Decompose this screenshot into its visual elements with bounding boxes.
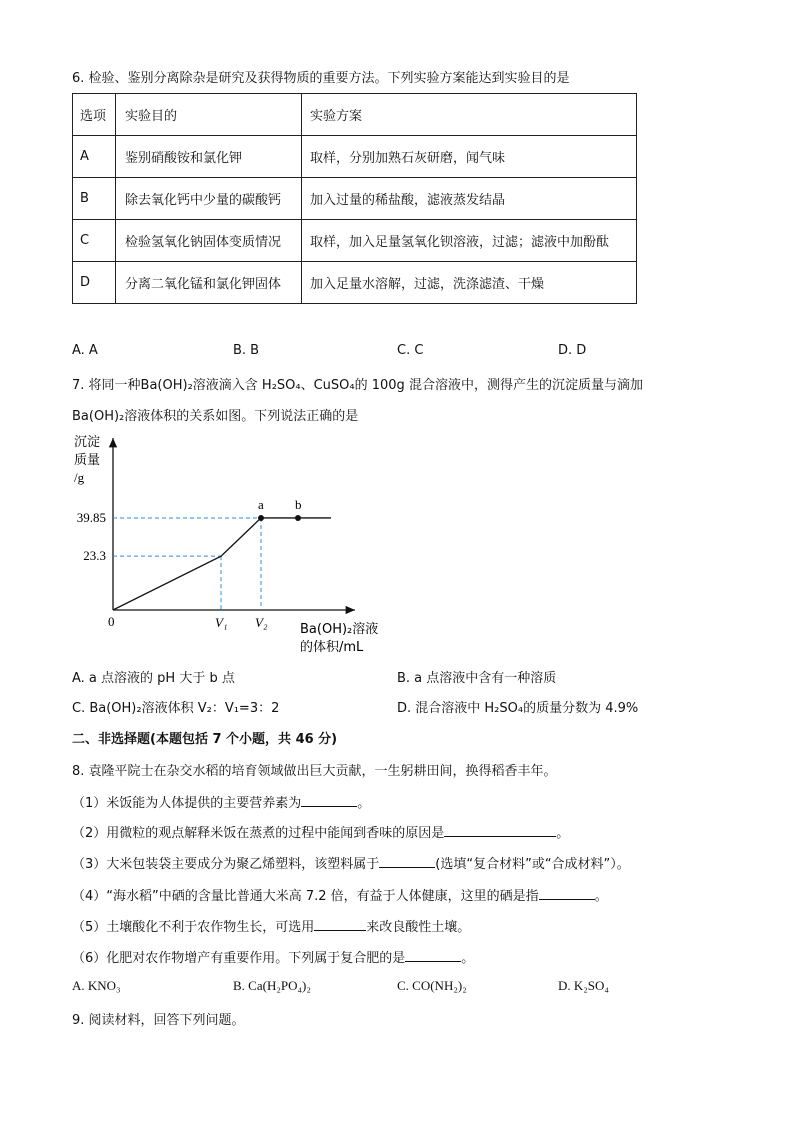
q8-part2 xyxy=(72,822,569,841)
row-purpose: 鉴别硝酸铵和氯化钾 xyxy=(116,136,302,178)
answer-blank[interactable] xyxy=(539,887,595,900)
q7-stem-line2: Ba(OH)₂溶液体积的关系如图。下列说法正确的是 xyxy=(72,409,359,424)
table-row xyxy=(73,262,637,304)
q8-part3-end: (选填“复合材料”或“合成材料”）。 xyxy=(435,857,630,872)
q8-stem: 8. 袁隆平院士在杂交水稻的培育领域做出巨大贡献，一生躬耕田间，换得稻香丰年。 xyxy=(72,764,557,779)
x-tick-label: V₂ xyxy=(255,615,268,630)
x-axis-label-1: Ba(OH)₂溶液 xyxy=(300,622,379,637)
origin-label: 0 xyxy=(108,614,115,629)
table-row xyxy=(73,178,637,220)
q8-part4 xyxy=(72,885,608,904)
q8-part2-end: 。 xyxy=(556,826,570,841)
table-row xyxy=(73,220,637,262)
q6-choice-a: A. A xyxy=(72,343,98,358)
series-line xyxy=(113,518,331,610)
q8-part5 xyxy=(72,916,470,935)
q8-part3 xyxy=(72,853,630,872)
q8-choice-a: A. KNO₃ xyxy=(72,978,121,993)
answer-blank[interactable] xyxy=(314,918,366,931)
table-row xyxy=(73,136,637,178)
q8-part3-text: （3）大米包装袋主要成分为聚乙烯塑料，该塑料属于 xyxy=(72,857,380,872)
row-purpose: 除去氧化钙中少量的碳酸钙 xyxy=(116,178,302,220)
table-header-row xyxy=(73,94,637,136)
q8-part1-end: 。 xyxy=(357,796,371,811)
header-option: 选项 xyxy=(73,94,116,136)
point-b-label: b xyxy=(295,496,302,512)
row-option: C xyxy=(73,220,116,262)
row-option: D xyxy=(73,262,116,304)
q6-choice-b: B. B xyxy=(233,343,260,358)
y-axis-label-3: /g xyxy=(74,470,85,485)
q7-chart xyxy=(70,428,410,664)
y-tick-label: 23.3 xyxy=(83,548,106,564)
row-plan: 加入足量水溶解，过滤，洗涤滤渣、干燥 xyxy=(302,262,637,304)
q7-choice-c: C. Ba(OH)₂溶液体积 V₂：V₁=3：2 xyxy=(72,701,280,716)
y-axis-label-1: 沉淀 xyxy=(74,435,101,450)
q8-part5-end: 来改良酸性土壤。 xyxy=(366,920,471,935)
q8-part1-text: （1）米饭能为人体提供的主要营养素为 xyxy=(72,796,302,811)
q7-choice-d: D. 混合溶液中 H₂SO₄的质量分数为 4.9% xyxy=(397,701,639,716)
q7-stem-line1: 7. 将同一种Ba(OH)₂溶液滴入含 H₂SO₄、CuSO₄的 100g 混合溶液中，测得产生的沉淀质量与滴加 xyxy=(72,378,643,393)
answer-blank[interactable] xyxy=(301,794,357,807)
row-option: B xyxy=(73,178,116,220)
point-a xyxy=(258,515,264,521)
row-plan: 加入过量的稀盐酸，滤液蒸发结晶 xyxy=(302,178,637,220)
answer-blank[interactable] xyxy=(405,949,461,962)
row-option: A xyxy=(73,136,116,178)
q7-choice-b: B. a 点溶液中含有一种溶质 xyxy=(397,671,557,686)
row-purpose: 检验氢氧化钠固体变质情况 xyxy=(116,220,302,262)
q8-choice-d: D. K₂SO₄ xyxy=(558,978,609,993)
answer-blank[interactable] xyxy=(379,855,435,868)
q8-part6-end: 。 xyxy=(461,951,475,966)
q8-part1 xyxy=(72,792,370,811)
q6-options-table xyxy=(72,93,637,304)
point-a-label: a xyxy=(258,496,264,512)
y-axis-label-2: 质量 xyxy=(74,453,101,468)
x-tick-label: V₁ xyxy=(215,615,228,630)
q6-choice-d: D. D xyxy=(558,343,587,358)
header-plan: 实验方案 xyxy=(302,94,637,136)
q8-choice-c: C. CO(NH₂)₂ xyxy=(397,978,467,993)
x-axis-label-2: 的体积/mL xyxy=(300,640,364,655)
y-tick-label: 39.85 xyxy=(76,509,106,525)
section-title: 二、非选择题(本题包括 7 个小题，共 46 分) xyxy=(72,732,338,747)
q8-part6 xyxy=(72,947,474,966)
row-plan: 取样，分别加熟石灰研磨，闻气味 xyxy=(302,136,637,178)
q8-part4-text: （4）“海水稻”中硒的含量比普通大米高 7.2 倍，有益于人体健康，这里的硒是指 xyxy=(72,889,539,904)
q9-stem: 9. 阅读材料，回答下列问题。 xyxy=(72,1013,245,1028)
q8-part4-end: 。 xyxy=(594,889,608,904)
q8-part2-text: （2）用微粒的观点解释米饭在蒸煮的过程中能闻到香味的原因是 xyxy=(72,826,445,841)
q8-part5-text: （5）土壤酸化不利于农作物生长，可选用 xyxy=(72,920,315,935)
q6-choice-c: C. C xyxy=(397,343,424,358)
q8-part6-text: （6）化肥对农作物增产有重要作用。下列属于复合肥的是 xyxy=(72,951,406,966)
point-b xyxy=(295,515,301,521)
q8-choice-b: B. Ca(H₂PO₄)₂ xyxy=(233,978,311,993)
answer-blank[interactable] xyxy=(444,824,556,837)
header-purpose: 实验目的 xyxy=(116,94,302,136)
q7-choice-a: A. a 点溶液的 pH 大于 b 点 xyxy=(72,671,235,686)
row-plan: 取样，加入足量氢氧化钡溶液，过滤；滤液中加酚酞 xyxy=(302,220,637,262)
row-purpose: 分离二氧化锰和氯化钾固体 xyxy=(116,262,302,304)
q6-stem: 6. 检验、鉴别分离除杂是研究及获得物质的重要方法。下列实验方案能达到实验目的是 xyxy=(72,71,570,86)
